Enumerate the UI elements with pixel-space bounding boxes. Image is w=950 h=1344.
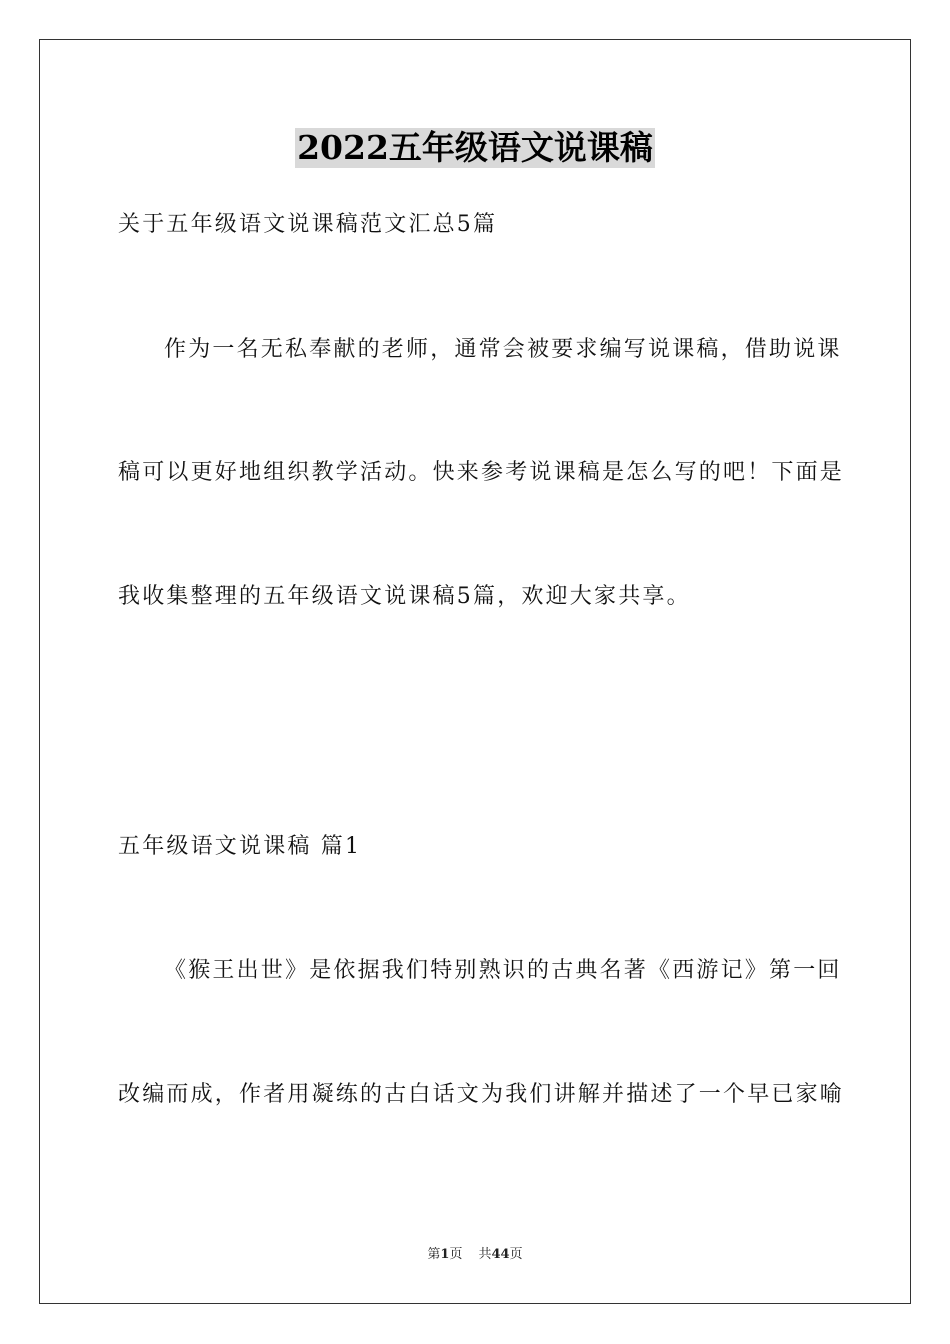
document-title-block [0, 128, 950, 168]
section-paragraph-line-1: 《猴王出世》是依据我们特别熟识的古典名著《西游记》第一回 [164, 958, 842, 983]
intro-paragraph-line-3: 我收集整理的五年级语文说课稿5篇，欢迎大家共享。 [118, 584, 691, 609]
document-title: 2022五年级语文说课稿 [297, 128, 653, 167]
page-footer [0, 1246, 950, 1264]
page-current: 1 [440, 1247, 450, 1262]
page-suffix: 页 [449, 1247, 463, 1262]
page-total: 44 [491, 1247, 510, 1262]
page-prefix: 第 [427, 1247, 441, 1262]
document-subtitle: 关于五年级语文说课稿范文汇总5篇 [118, 212, 498, 237]
total-suffix: 页 [509, 1247, 523, 1262]
total-prefix: 共 [478, 1247, 492, 1262]
intro-paragraph-line-1: 作为一名无私奉献的老师，通常会被要求编写说课稿，借助说课 [164, 337, 842, 362]
section-paragraph-line-2: 改编而成，作者用凝练的古白话文为我们讲解并描述了一个早已家喻 [118, 1082, 845, 1107]
section-heading: 五年级语文说课稿 篇1 [118, 834, 362, 859]
intro-paragraph-line-2: 稿可以更好地组织教学活动。快来参考说课稿是怎么写的吧！下面是 [118, 460, 845, 485]
